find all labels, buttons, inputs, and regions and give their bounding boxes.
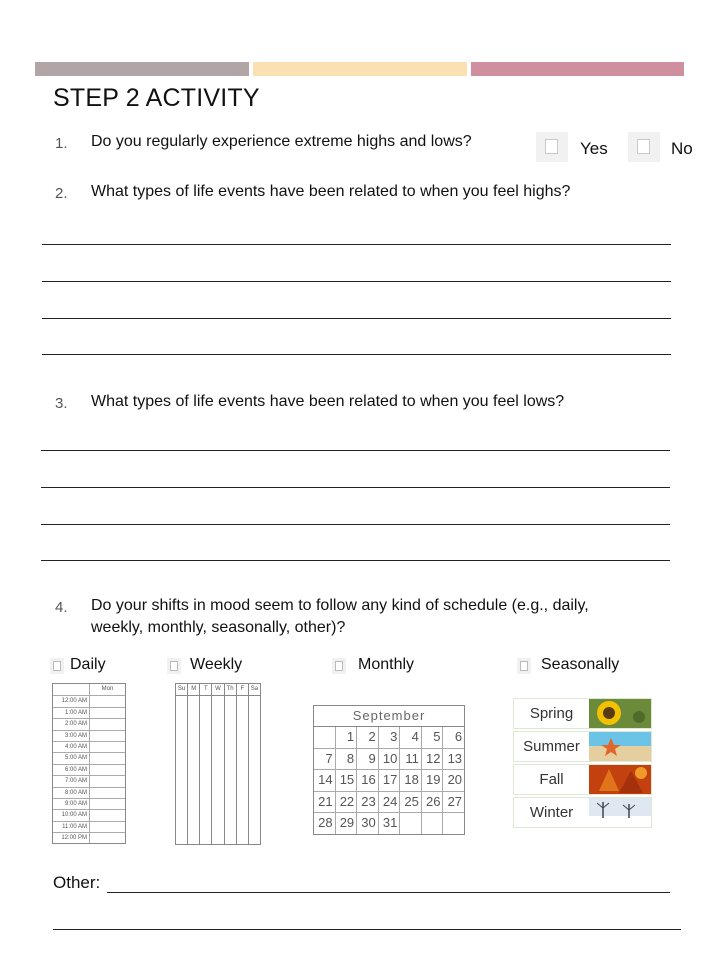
sunflower-icon bbox=[589, 699, 651, 728]
no-label: No bbox=[671, 139, 693, 158]
weekly-schedule-table bbox=[175, 683, 261, 845]
answer-line[interactable] bbox=[53, 929, 681, 930]
season-name: Spring bbox=[529, 705, 574, 722]
monthly-calendar bbox=[313, 705, 465, 835]
daily-row: 7:00 AM bbox=[53, 775, 125, 786]
answer-line[interactable] bbox=[42, 281, 671, 282]
seasonally-label: Seasonally bbox=[541, 656, 620, 673]
question-1-number: 1. bbox=[55, 135, 68, 152]
snowy-trees-icon bbox=[589, 798, 651, 827]
calendar-week: 28 29 30 31 bbox=[314, 813, 464, 834]
daily-checkbox[interactable] bbox=[50, 658, 64, 674]
header-bar-1 bbox=[35, 62, 249, 76]
question-4-text-line1: Do your shifts in mood seem to follow any kind of schedule (e.g., daily, bbox=[91, 597, 589, 614]
yes-checkbox-area[interactable] bbox=[536, 132, 568, 162]
calendar-week: 21 22 23 24 25 26 27 bbox=[314, 792, 464, 814]
daily-row: 5:00 AM bbox=[53, 752, 125, 763]
other-answer-line[interactable] bbox=[107, 892, 670, 893]
daily-row: 9:00 AM bbox=[53, 798, 125, 809]
question-2-number: 2. bbox=[55, 185, 68, 202]
weekday-header: Th bbox=[225, 684, 236, 696]
calendar-week: 7 8 9 10 11 12 13 bbox=[314, 749, 464, 771]
no-checkbox-area[interactable] bbox=[628, 132, 660, 162]
no-checkbox[interactable] bbox=[637, 139, 650, 154]
calendar-week: 14 15 16 17 18 19 20 bbox=[314, 770, 464, 792]
calendar-month: September bbox=[314, 706, 464, 727]
weekday-header: T bbox=[200, 684, 211, 696]
weekday-header: F bbox=[237, 684, 248, 696]
other-label: Other: bbox=[53, 873, 101, 892]
question-3-number: 3. bbox=[55, 395, 68, 412]
daily-row: 11:00 AM bbox=[53, 821, 125, 832]
question-2-text: What types of life events have been related to when you feel highs? bbox=[91, 183, 571, 200]
daily-row: 10:00 AM bbox=[53, 809, 125, 820]
question-4-number: 4. bbox=[55, 599, 68, 616]
daily-schedule-table bbox=[52, 683, 126, 844]
daily-row: 8:00 AM bbox=[53, 787, 125, 798]
answer-line[interactable] bbox=[41, 524, 670, 525]
daily-row: 2:00 AM bbox=[53, 718, 125, 729]
daily-row: 6:00 AM bbox=[53, 764, 125, 775]
starfish-beach-icon bbox=[589, 732, 651, 761]
answer-line[interactable] bbox=[41, 560, 670, 561]
header-bar-2 bbox=[253, 62, 467, 76]
season-row-fall bbox=[513, 764, 652, 795]
page-title: STEP 2 ACTIVITY bbox=[53, 84, 260, 112]
monthly-checkbox[interactable] bbox=[332, 658, 346, 674]
daily-column-header: Mon bbox=[101, 686, 114, 692]
season-row-summer bbox=[513, 731, 652, 762]
season-row-winter bbox=[513, 797, 652, 828]
yes-checkbox[interactable] bbox=[545, 139, 558, 154]
daily-label: Daily bbox=[70, 656, 106, 673]
daily-row: 12:00 AM bbox=[53, 695, 125, 706]
question-4-text-line2: weekly, monthly, seasonally, other)? bbox=[91, 619, 346, 636]
seasons-table bbox=[513, 698, 652, 830]
weekly-checkbox[interactable] bbox=[167, 658, 181, 674]
seasonally-checkbox[interactable] bbox=[517, 658, 531, 674]
daily-row: 4:00 AM bbox=[53, 741, 125, 752]
question-3-text: What types of life events have been related to when you feel lows? bbox=[91, 393, 565, 410]
yes-label: Yes bbox=[580, 139, 608, 158]
weekday-header: Su bbox=[176, 684, 187, 696]
season-name: Winter bbox=[529, 804, 574, 821]
calendar-week: 1 2 3 4 5 6 bbox=[314, 727, 464, 749]
weekday-header: Sa bbox=[249, 684, 260, 696]
autumn-leaves-icon bbox=[589, 765, 651, 794]
season-name: Summer bbox=[523, 738, 580, 755]
answer-line[interactable] bbox=[42, 354, 671, 355]
season-row-spring bbox=[513, 698, 652, 729]
question-1-text: Do you regularly experience extreme highs and lows? bbox=[91, 133, 472, 150]
answer-line[interactable] bbox=[41, 450, 670, 451]
daily-row: 1:00 AM bbox=[53, 707, 125, 718]
weekday-header: M bbox=[188, 684, 199, 696]
answer-line[interactable] bbox=[41, 487, 670, 488]
weekly-label: Weekly bbox=[190, 656, 243, 673]
daily-row: 12:00 PM bbox=[53, 832, 125, 843]
header-bar-3 bbox=[471, 62, 684, 76]
season-name: Fall bbox=[539, 771, 564, 788]
weekday-header: W bbox=[212, 684, 223, 696]
answer-line[interactable] bbox=[42, 318, 671, 319]
daily-header-row bbox=[53, 684, 125, 695]
answer-line[interactable] bbox=[42, 244, 671, 245]
monthly-label: Monthly bbox=[358, 656, 415, 673]
daily-row: 3:00 AM bbox=[53, 730, 125, 741]
